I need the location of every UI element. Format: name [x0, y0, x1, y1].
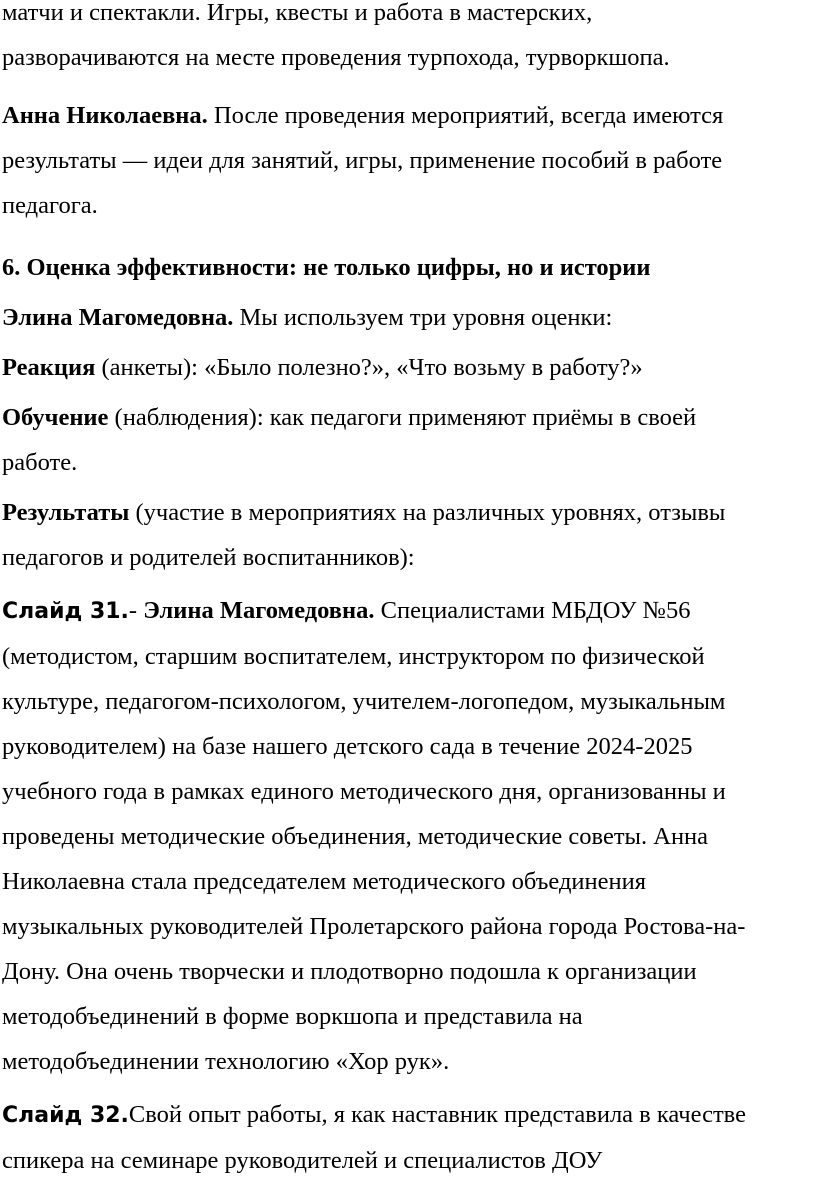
speaker-name: Анна Николаевна. [2, 102, 208, 129]
text-line: (методистом, старшим воспитателем, инструктором по физической [2, 643, 705, 670]
text-line: работе. [2, 449, 78, 476]
text-fragment: После проведения мероприятий, всегда имеются [207, 102, 724, 129]
text-fragment: Мы используем три уровня оценки: [233, 304, 613, 331]
text-line: педагогов и родителей воспитанников): [2, 544, 415, 571]
slide-label: Слайд 31. [2, 599, 129, 624]
paragraph-slide-31 [0, 588, 816, 1084]
paragraph-slide-32 [0, 1092, 816, 1183]
text-line: методобъединений в форме воркшопа и представила на [2, 1003, 583, 1030]
term-label: Реакция [2, 354, 96, 381]
text-line: Дону. Она очень творчески и плодотворно подошла к организации [2, 958, 697, 985]
text-fragment: (наблюдения): как педагоги применяют приёмы в своей [108, 404, 697, 431]
paragraph-results [0, 490, 816, 580]
heading-text: 6. Оценка эффективности: не только цифры, но и истории [2, 254, 651, 281]
text-fragment: (участие в мероприятиях на различных уровнях, отзывы [129, 499, 726, 526]
text-fragment: (анкеты): «Было полезно?», «Что возьму в работу?» [95, 354, 643, 381]
paragraph-intro-end [0, 0, 816, 80]
text-line: методобъединении технологию «Хор рук». [2, 1048, 450, 1075]
text-line: руководителем) на базе нашего детского сада в течение 2024-2025 [2, 733, 693, 760]
section-heading [0, 245, 816, 290]
text-line: результаты — идеи для занятий, игры, применение пособий в работе [2, 147, 723, 174]
text-fragment: Специалистами МБДОУ №56 [374, 597, 691, 624]
text-line: музыкальных руководителей Пролетарского района города Ростова-на- [2, 913, 746, 940]
paragraph-anna-results [0, 93, 816, 228]
speaker-name: Элина Магомедовна. [143, 597, 375, 624]
term-label: Обучение [2, 404, 109, 431]
dash-separator: - [128, 597, 144, 624]
paragraph-elina-levels [0, 295, 816, 340]
slide-label: Слайд 32. [2, 1103, 129, 1128]
text-line: Николаевна стала председателем методического объединения [2, 868, 647, 895]
text-line: проведены методические объединения, методические советы. Анна [2, 823, 709, 850]
text-line: учебного года в рамках единого методического дня, организованны и [2, 778, 726, 805]
text-line: матчи и спектакли. Игры, квесты и работа в мастерских, [2, 0, 593, 26]
paragraph-learning [0, 395, 816, 485]
paragraph-reaction [0, 345, 816, 390]
term-label: Результаты [2, 499, 130, 526]
text-line: культуре, педагогом-психологом, учителем-логопедом, музыкальным [2, 688, 726, 715]
text-line: педагога. [2, 192, 98, 219]
text-line: спикера на семинаре руководителей и специалистов ДОУ [2, 1147, 603, 1174]
text-fragment: Свой опыт работы, я как наставник представила в качестве [128, 1101, 746, 1128]
text-line: разворачиваются на месте проведения турпохода, турворкшопа. [2, 44, 670, 71]
speaker-name: Элина Магомедовна. [2, 304, 234, 331]
